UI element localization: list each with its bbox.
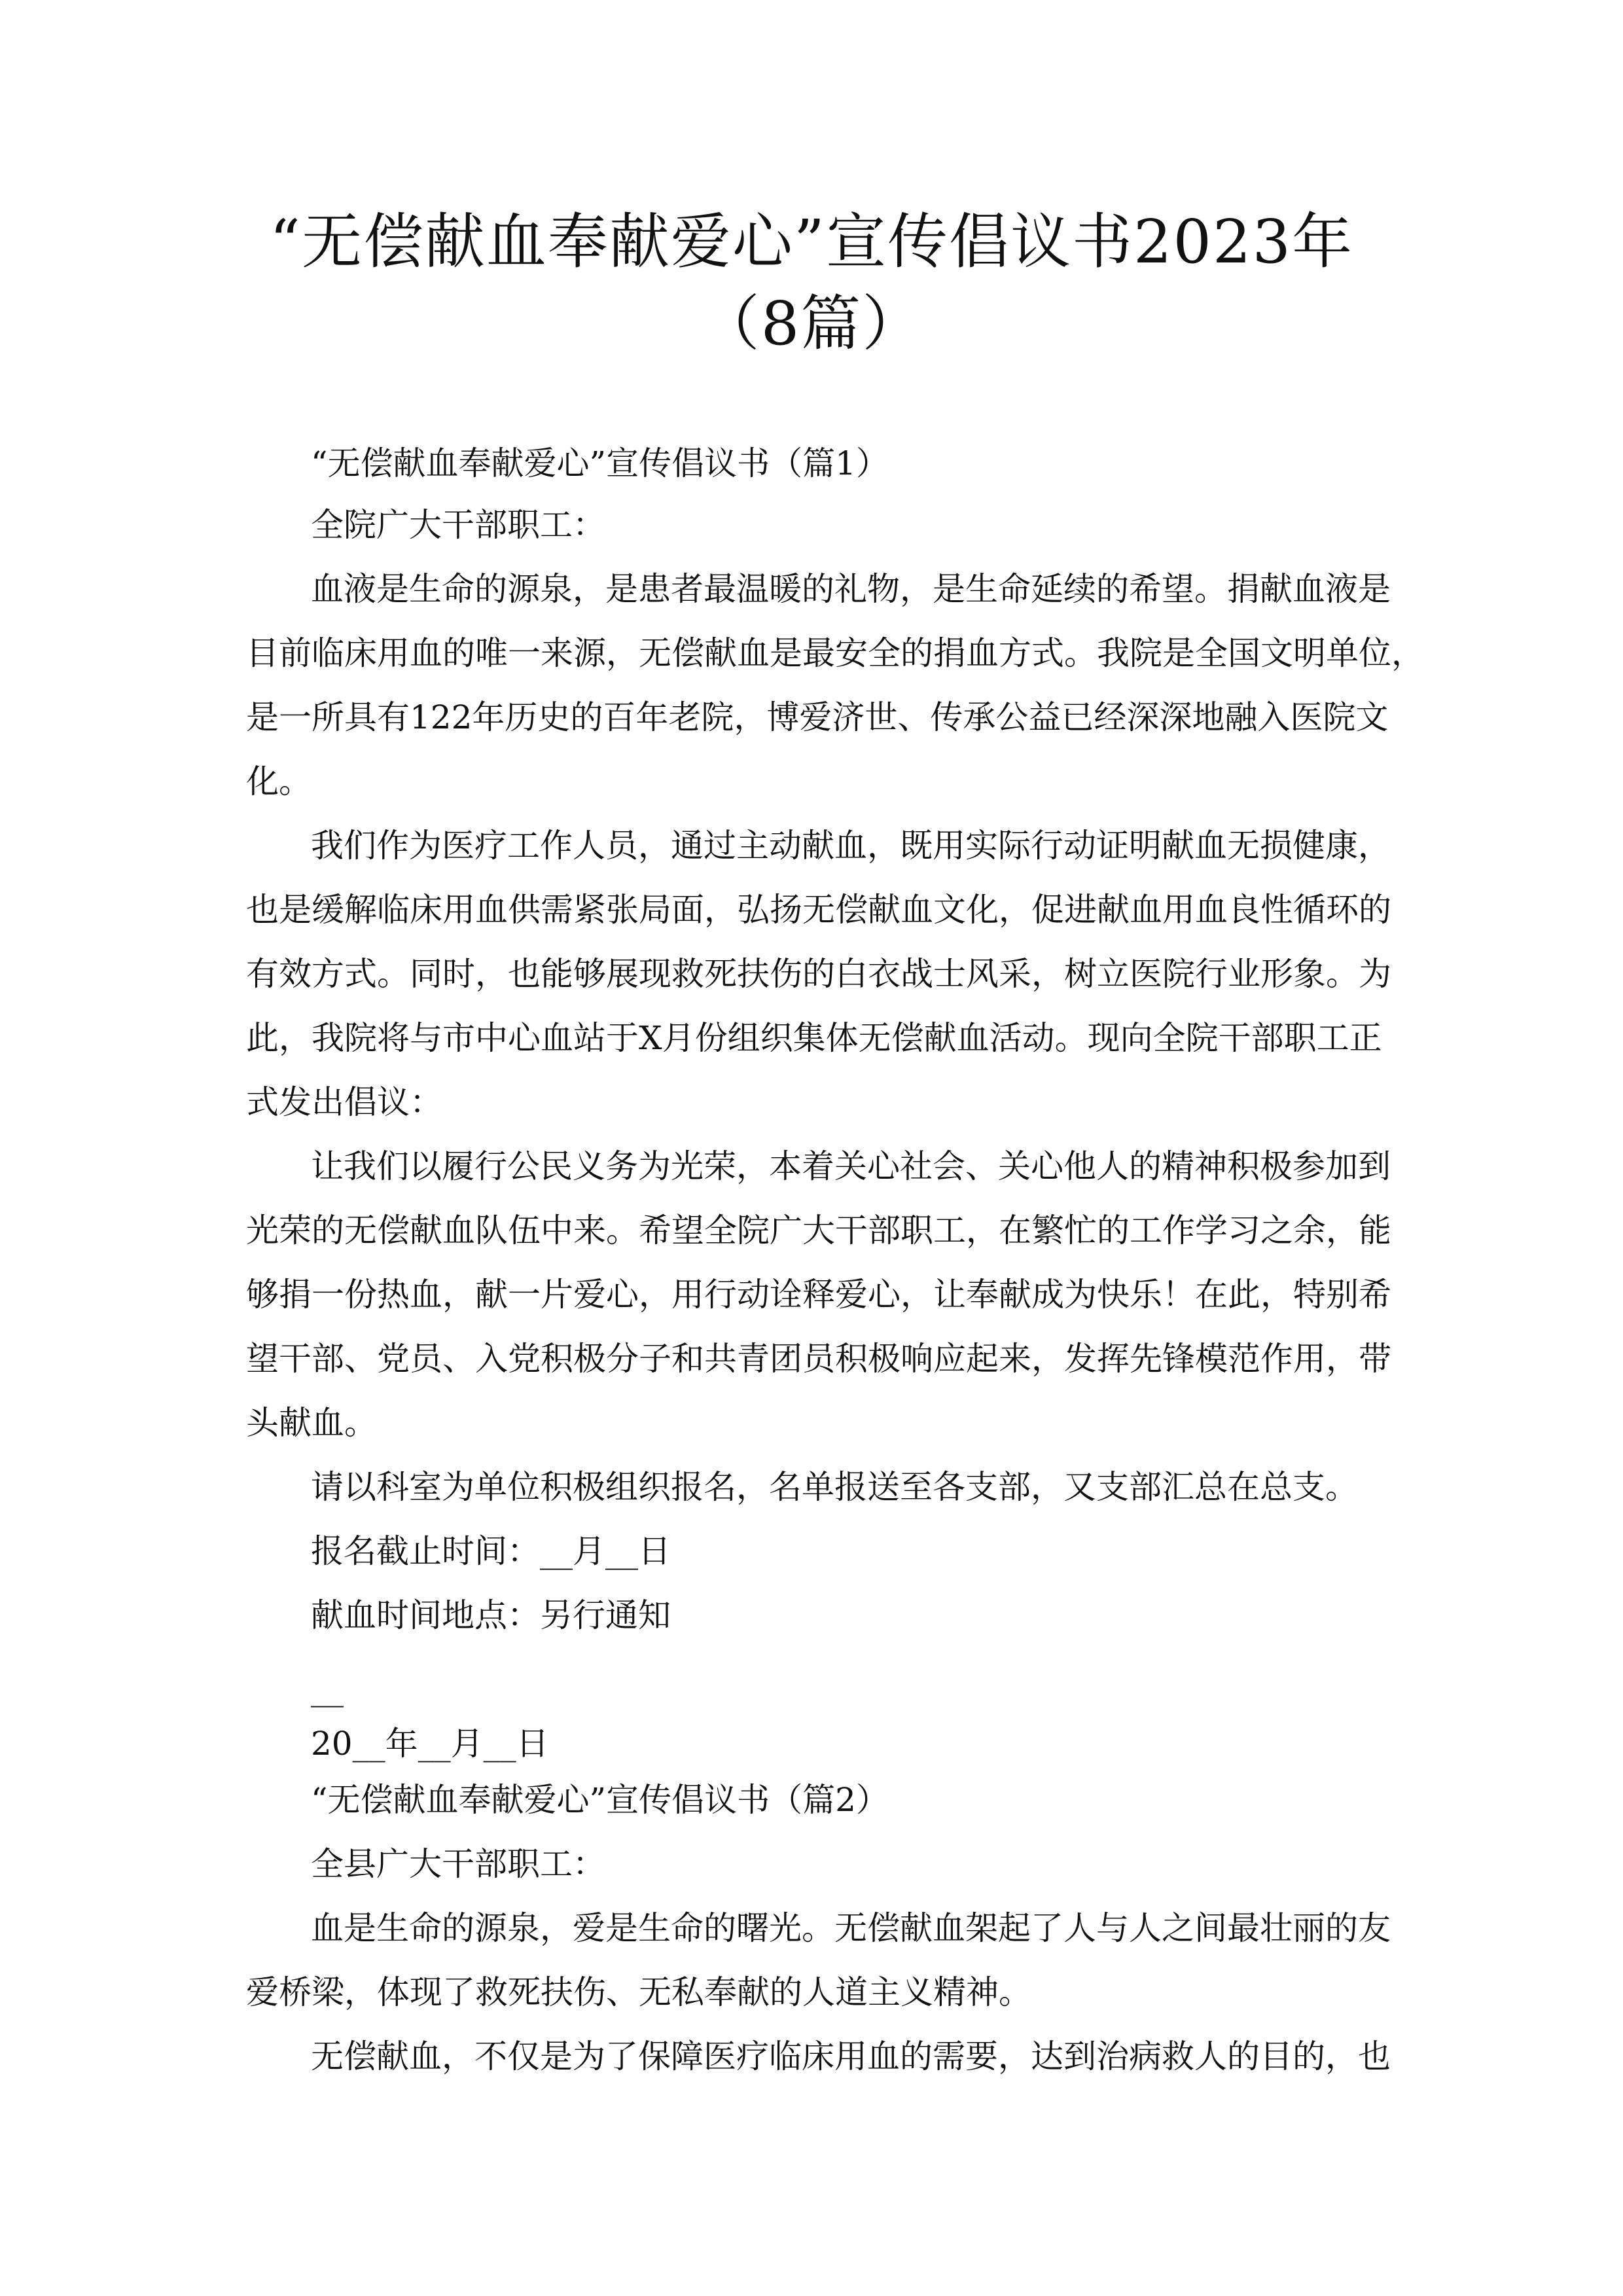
section-2-heading: “无偿献血奉献爱心”宣传倡议书（篇2） xyxy=(311,1781,889,1819)
document-title-line-1: “无偿献血奉献爱心”宣传倡议书2023年 xyxy=(269,207,1354,277)
paragraph-line: 是一所具有122年历史的百年老院，博爱济世、传承公益已经深深地融入医院文 xyxy=(246,698,1389,736)
section-2-salutation: 全县广大干部职工： xyxy=(311,1845,605,1883)
paragraph-line: 请以科室为单位积极组织报名，名单报送至各支部，又支部汇总在总支。 xyxy=(311,1468,1358,1506)
paragraph-line: 无偿献血，不仅是为了保障医疗临床用血的需要，达到治病救人的目的，也 xyxy=(311,2037,1391,2075)
paragraph-line: 让我们以履行公民义务为光荣，本着关心社会、关心他人的精神积极参加到 xyxy=(311,1147,1391,1185)
paragraph-line: 此，我院将与市中心血站于X月份组织集体无偿献血活动。现向全院干部职工正 xyxy=(246,1019,1382,1057)
section-1-heading: “无偿献血奉献爱心”宣传倡议书（篇1） xyxy=(311,444,889,482)
paragraph-line: 化。 xyxy=(246,762,312,800)
paragraph-line: 够捐一份热血，献一片爱心，用行动诠释爱心，让奉献成为快乐！在此，特别希 xyxy=(246,1276,1391,1314)
paragraph-line: 血是生命的源泉，爱是生命的曙光。无偿献血架起了人与人之间最壮丽的友 xyxy=(311,1909,1391,1947)
signature-blank: __ xyxy=(311,1670,344,1708)
paragraph-line: 爱桥梁，体现了救死扶伤、无私奉献的人道主义精神。 xyxy=(246,1973,1031,2011)
paragraph-line: 我们作为医疗工作人员，通过主动献血，既用实际行动证明献血无损健康， xyxy=(311,827,1391,865)
paragraph-line: 也是缓解临床用血供需紧张局面，弘扬无偿献血文化，促进献血用血良性循环的 xyxy=(246,891,1391,929)
donation-time-location: 献血时间地点：另行通知 xyxy=(311,1596,671,1634)
registration-deadline: 报名截止时间：__月__日 xyxy=(311,1532,671,1570)
section-1-salutation: 全院广大干部职工： xyxy=(311,506,605,544)
date-line: 20__年__月__日 xyxy=(311,1725,549,1763)
paragraph-line: 目前临床用血的唯一来源，无偿献血是最安全的捐血方式。我院是全国文明单位， xyxy=(246,634,1424,672)
paragraph-line: 光荣的无偿献血队伍中来。希望全院广大干部职工，在繁忙的工作学习之余，能 xyxy=(246,1211,1391,1249)
paragraph-line: 血液是生命的源泉，是患者最温暖的礼物，是生命延续的希望。捐献血液是 xyxy=(311,570,1391,608)
paragraph-line: 式发出倡议： xyxy=(246,1083,442,1121)
paragraph-line: 有效方式。同时，也能够展现救死扶伤的白衣战士风采，树立医院行业形象。为 xyxy=(246,955,1391,993)
document-title-line-2: （8篇） xyxy=(699,289,924,359)
paragraph-line: 望干部、党员、入党积极分子和共青团员积极响应起来，发挥先锋模范作用，带 xyxy=(246,1340,1391,1378)
paragraph-line: 头献血。 xyxy=(246,1404,377,1442)
